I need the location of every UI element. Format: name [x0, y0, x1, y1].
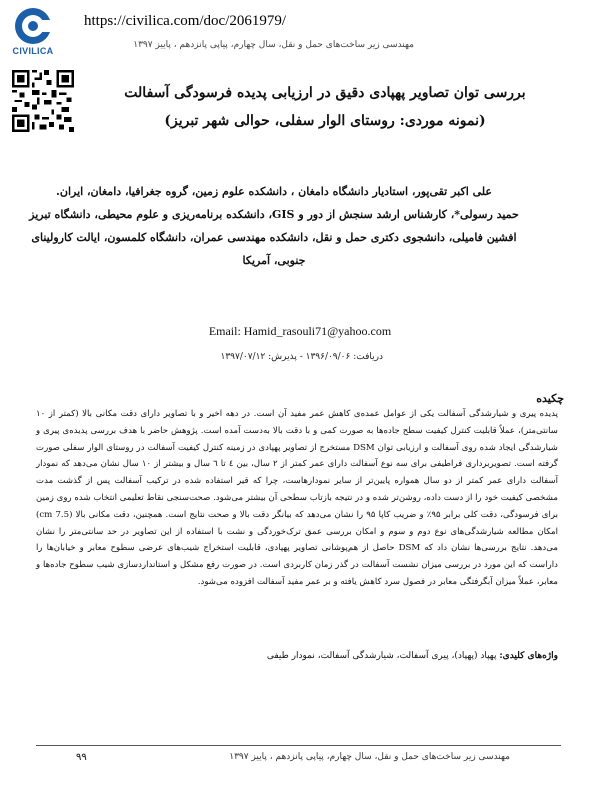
civilica-logo-icon	[8, 6, 58, 46]
received-accepted-dates: دریافت: ۱۳۹۶/۰۹/۰۶ - پذیرش: ۱۳۹۷/۰۷/۱۲	[220, 352, 383, 362]
keywords-label: واژه‌های کلیدی:	[499, 651, 558, 661]
keywords	[36, 651, 558, 661]
abstract-heading: چکیده	[536, 392, 564, 405]
author-1: علی اکبر تقی‌پور، استادیار دانشگاه دامغان ، دانشکده علوم زمین، گروه جغرافیا، دامغان، ایران.	[56, 185, 492, 198]
qr-code-icon[interactable]	[12, 70, 74, 132]
logo-text: CIVILICA	[12, 46, 54, 56]
author-2: حمید رسولی*، کارشناس ارشد سنجش از دور و GIS، دانشکده برنامه‌ریزی و علوم محیطی، دانشگاه تبریز	[29, 208, 519, 221]
title-block	[90, 82, 560, 132]
author-3: افشین فامیلی، دانشجوی دکتری حمل و نقل، دانشکده مهندسی عمران، دانشگاه کلمسون، ایالت کارولینای جنوبی، آمریکا	[31, 231, 517, 267]
footer-journal-info: مهندسی زیر ساخت‌های حمل و نقل، سال چهارم، پیاپی پانزدهم ، پاییز ۱۳۹۷	[229, 752, 510, 762]
footer-divider	[36, 745, 561, 746]
author-list	[20, 180, 528, 272]
document-url-link[interactable]: https://civilica.com/doc/2061979/	[84, 13, 287, 29]
paper-title: بررسی توان تصاویر پهپادی دقیق در ارزیابی پدیده فرسودگی آسفالت	[124, 85, 526, 101]
running-head: مهندسی زیر ساخت‌های حمل و نقل، سال چهارم، پیاپی پانزدهم ، پاییز ۱۳۹۷	[133, 40, 414, 50]
corresponding-email: Email: Hamid_rasouli71@yahoo.com	[208, 324, 392, 338]
keywords-text: پهپاد (پهپاد)، پیری آسفالت، شیارشدگی آسفالت، نمودار طیفی	[266, 651, 497, 661]
paper-subtitle: (نمونه موردی: روستای الوار سفلی، حوالی شهر تبریز)	[164, 113, 486, 129]
page-number: ۹۹	[76, 752, 87, 763]
civilica-logo[interactable]	[8, 6, 58, 58]
abstract-text: پدیده پیری و شیارشدگی آسفالت یکی از عوامل عمده‌ی کاهش عمر مفید آن است. در دهه اخیر و با تصاویر دارای دقت مکانی بالا (کمتر از ۱۰ سانتی‌متر)، عملاً قابلیت کنترل کیفیت سطح جاده‌ها به صورت کمی و با دقت بالا به‌دست آمده است. پژوهش حاضر با هدف بررسی پدیده‌ی پیری و شیارشدگی ایجاد شده روی آسفالت و ارزیابی توان DSM مستخرج از تصاویر پهپادی در زمینه کنترل کیفیت آسفالت در روستای الوار سفلی صورت گرفته است. تصویربرداری فراطیفی برای سه نوع آسفالت دارای عمر کمتر از ۲ سال، بین ٤ تا ٦ سال و بیشتر از ۱۰ سال نشان می‌دهد که نمودار آسفالت دارای عمر کمتر از دو سال همواره پایین‌تر از سایر نمودارهاست، چرا که قیر استفاده شده در ترکیب آسفالت پس از گذشت مدت مشخصی کیفیت خود را از دست داده، روشن‌تر شده و در نتیجه بازتاب سطحی آن بیشتر می‌شود. صحت‌سنجی نقاط تعلیمی انتخاب شده روی زمین برای فرسودگی، دقت کلی برابر ۹۵٪ و ضریب کاپا ۹۵ را نشان می‌دهد که بیانگر دقت بالا و صحت نتایج است. همچنین، دقت مکانی بالا (7.5 cm) امکان مطالعه شیارشدگی‌های نوع دوم و سوم و امکان بررسی عمق ترک‌خوردگی و نشت با استفاده از این تصاویر در حد سانتی‌متر را نشان می‌دهد. نتایج بررسی‌ها نشان داد که DSM حاصل از هم‌پوشانی تصاویر پهپادی، قابلیت استخراج شیب‌های عرضی سطوح معابر و خیابان‌ها را داراست که این مورد در بررسی میزان نشست آسفالت در گذر زمان کاربردی است. در صورت رفع مشکل و استانداردسازی شیب سطوح جاده‌ها و معابر، عملاً میزان آبگرفتگی معابر در فصول سرد کاهش یافته و بر عمر مفید آسفالت افزوده می‌شود.	[36, 409, 558, 587]
